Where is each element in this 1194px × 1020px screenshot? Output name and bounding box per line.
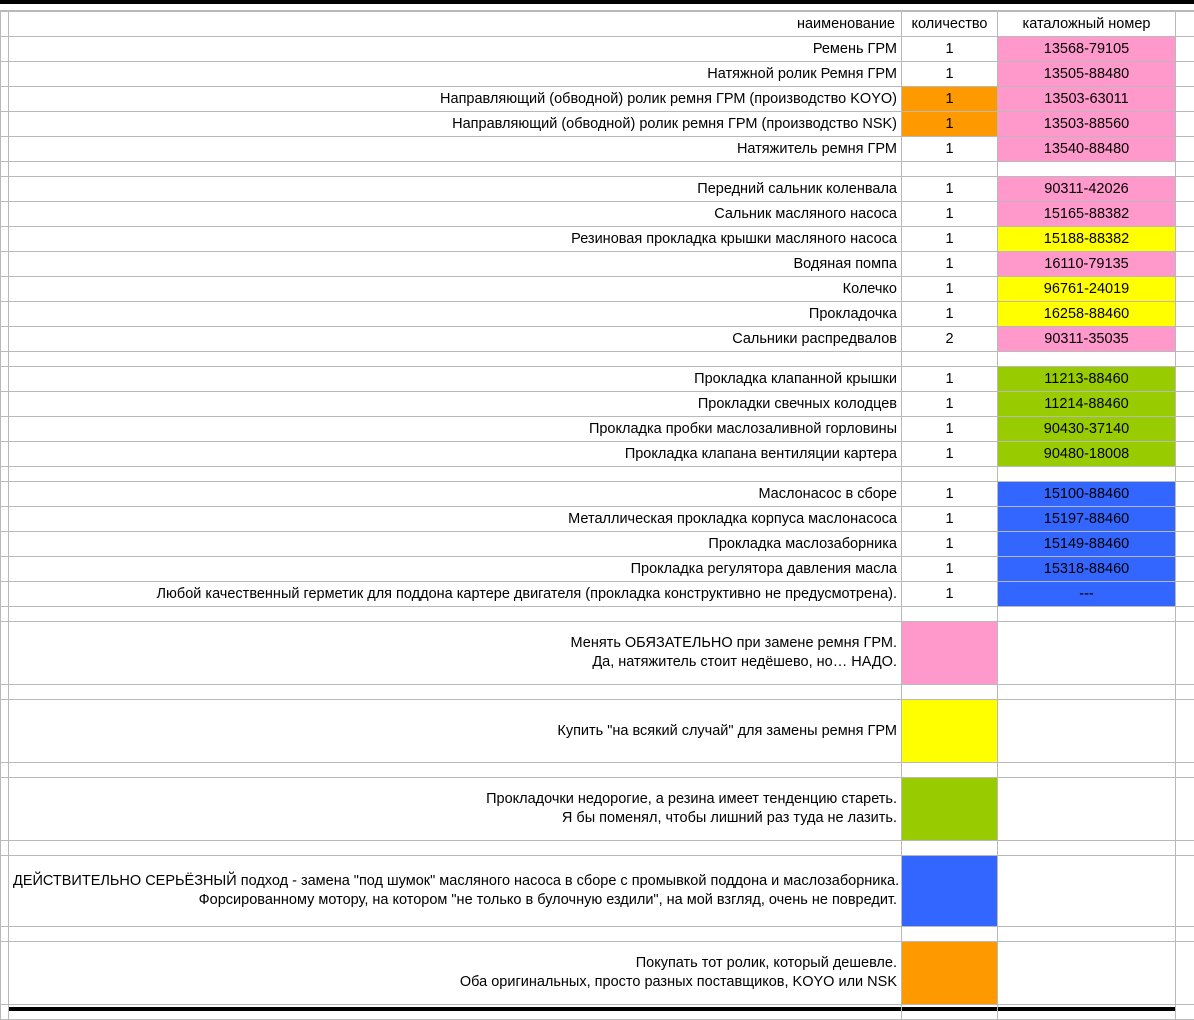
cell-qty[interactable]: 1 — [902, 137, 998, 162]
row-gutter-cell — [1, 442, 9, 467]
legend-line: Оба оригинальных, просто разных поставщиков, KOYO или NSK — [13, 973, 897, 992]
row-gutter-cell-right — [1176, 327, 1194, 352]
cell-qty[interactable]: 1 — [902, 37, 998, 62]
table-row — [1, 367, 1194, 392]
cell-name[interactable]: Металлическая прокладка корпуса маслонасоса — [9, 507, 902, 532]
legend-description[interactable] — [9, 700, 902, 763]
cell-qty[interactable]: 1 — [902, 442, 998, 467]
legend-line: Прокладочки недорогие, а резина имеет тенденцию стареть. — [13, 790, 897, 809]
row-gutter-cell — [1, 162, 9, 177]
row-gutter-cell-right — [1176, 532, 1194, 557]
row-gutter-cell — [1, 778, 9, 841]
cell-qty[interactable]: 1 — [902, 582, 998, 607]
row-gutter-cell — [1, 277, 9, 302]
row-gutter-cell — [1, 137, 9, 162]
row-gutter-cell-right — [1176, 507, 1194, 532]
cell-name[interactable]: Любой качественный герметик для поддона картере двигателя (прокладка конструктивно не предусмотрена). — [9, 582, 902, 607]
cell-part-number[interactable] — [998, 162, 1176, 177]
cell-name[interactable]: Прокладка маслозаборника — [9, 532, 902, 557]
row-gutter-cell — [1, 927, 9, 942]
legend-color-swatch — [902, 856, 998, 927]
cell-part-number[interactable]: 90430-37140 — [998, 417, 1176, 442]
table-row — [1, 532, 1194, 557]
table-row — [1, 277, 1194, 302]
row-gutter-cell — [1, 685, 9, 700]
column-header-qty[interactable]: количество — [902, 12, 998, 37]
cell-qty[interactable]: 1 — [902, 87, 998, 112]
cell-empty — [998, 763, 1176, 778]
legend-row — [1, 778, 1194, 841]
legend-line: Покупать тот ролик, который дешевле. — [13, 954, 897, 973]
parts-table — [0, 11, 1194, 1020]
cell-empty — [902, 607, 998, 622]
legend-color-swatch — [902, 700, 998, 763]
table-row — [1, 202, 1194, 227]
cell-empty — [902, 1005, 998, 1020]
table-row — [1, 252, 1194, 277]
cell-name[interactable]: Прокладка регулятора давления масла — [9, 557, 902, 582]
row-gutter-cell-right — [1176, 467, 1194, 482]
cell-empty — [998, 942, 1176, 1005]
row-gutter-cell-right — [1176, 763, 1194, 778]
cell-qty[interactable]: 1 — [902, 252, 998, 277]
cell-part-number[interactable] — [998, 352, 1176, 367]
row-gutter-cell-right — [1176, 927, 1194, 942]
row-gutter-cell — [1, 12, 9, 37]
cell-part-number[interactable]: 15318-88460 — [998, 557, 1176, 582]
legend-spacer-row — [1, 1005, 1194, 1020]
cell-part-number[interactable]: 15165-88382 — [998, 202, 1176, 227]
row-gutter-cell-right — [1176, 277, 1194, 302]
cell-name[interactable]: Натяжной ролик Ремня ГРМ — [9, 62, 902, 87]
cell-part-number[interactable]: 90311-35035 — [998, 327, 1176, 352]
legend-row — [1, 700, 1194, 763]
cell-name[interactable]: Водяная помпа — [9, 252, 902, 277]
sheet-top-strip — [0, 4, 1194, 11]
row-gutter-cell-right — [1176, 37, 1194, 62]
row-gutter-cell-right — [1176, 202, 1194, 227]
row-gutter-cell-right — [1176, 417, 1194, 442]
row-gutter-cell — [1, 763, 9, 778]
cell-qty[interactable]: 1 — [902, 62, 998, 87]
row-gutter-cell-right — [1176, 352, 1194, 367]
cell-name[interactable]: Маслонасос в сборе — [9, 482, 902, 507]
cell-empty — [902, 927, 998, 942]
row-gutter-cell — [1, 532, 9, 557]
cell-name[interactable] — [9, 162, 902, 177]
cell-name[interactable]: Прокладка пробки маслозаливной горловины — [9, 417, 902, 442]
row-gutter-cell — [1, 87, 9, 112]
row-gutter-cell — [1, 177, 9, 202]
legend-row — [1, 856, 1194, 927]
row-gutter-cell-right — [1176, 778, 1194, 841]
cell-empty — [9, 841, 902, 856]
row-gutter-cell — [1, 392, 9, 417]
table-row — [1, 582, 1194, 607]
row-gutter-cell-right — [1176, 62, 1194, 87]
cell-name[interactable]: Прокладочка — [9, 302, 902, 327]
legend-spacer-row — [1, 841, 1194, 856]
cell-qty[interactable]: 1 — [902, 532, 998, 557]
row-gutter-cell-right — [1176, 367, 1194, 392]
cell-name[interactable]: Прокладка клапанной крышки — [9, 367, 902, 392]
cell-name[interactable]: Передний сальник коленвала — [9, 177, 902, 202]
cell-part-number[interactable]: 13503-88560 — [998, 112, 1176, 137]
row-gutter-cell — [1, 622, 9, 685]
row-gutter-cell-right — [1176, 177, 1194, 202]
table-spacer-row — [1, 467, 1194, 482]
table-row — [1, 62, 1194, 87]
cell-part-number[interactable]: 11214-88460 — [998, 392, 1176, 417]
row-gutter-cell — [1, 302, 9, 327]
legend-line: Форсированному мотору, на котором "не только в булочную ездили", на мой взгляд, очень не повредит. — [13, 891, 897, 910]
row-gutter-cell-right — [1176, 942, 1194, 1005]
row-gutter-cell-right — [1176, 607, 1194, 622]
cell-empty — [9, 927, 902, 942]
table-row — [1, 507, 1194, 532]
row-gutter-cell-right — [1176, 557, 1194, 582]
table-row — [1, 227, 1194, 252]
legend-color-swatch — [902, 778, 998, 841]
cell-name[interactable]: Направляющий (обводной) ролик ремня ГРМ (производство KOYO) — [9, 87, 902, 112]
cell-qty[interactable]: 1 — [902, 227, 998, 252]
cell-part-number[interactable]: 15100-88460 — [998, 482, 1176, 507]
row-gutter-cell-right — [1176, 856, 1194, 927]
cell-qty[interactable]: 1 — [902, 112, 998, 137]
table-spacer-row — [1, 607, 1194, 622]
row-gutter-cell-right — [1176, 622, 1194, 685]
cell-qty[interactable]: 1 — [902, 392, 998, 417]
cell-empty — [998, 685, 1176, 700]
row-gutter-cell — [1, 327, 9, 352]
cell-qty[interactable]: 1 — [902, 177, 998, 202]
row-gutter-cell-right — [1176, 482, 1194, 507]
cell-part-number[interactable]: 16258-88460 — [998, 302, 1176, 327]
cell-empty — [902, 841, 998, 856]
cell-empty — [998, 927, 1176, 942]
cell-empty — [998, 856, 1176, 927]
row-gutter-cell — [1, 856, 9, 927]
row-gutter-cell-right — [1176, 1005, 1194, 1020]
cell-empty — [9, 685, 902, 700]
cell-part-number[interactable] — [998, 467, 1176, 482]
row-gutter-cell — [1, 367, 9, 392]
cell-part-number[interactable]: 13568-79105 — [998, 37, 1176, 62]
row-gutter-cell — [1, 482, 9, 507]
cell-qty[interactable]: 1 — [902, 482, 998, 507]
row-gutter-cell — [1, 37, 9, 62]
cell-name[interactable]: Направляющий (обводной) ролик ремня ГРМ (производство NSK) — [9, 112, 902, 137]
cell-empty — [998, 1005, 1176, 1020]
row-gutter-cell-right — [1176, 442, 1194, 467]
table-row — [1, 37, 1194, 62]
cell-part-number[interactable]: 13505-88480 — [998, 62, 1176, 87]
cell-name[interactable]: Сальники распредвалов — [9, 327, 902, 352]
table-row — [1, 137, 1194, 162]
cell-part-number[interactable]: 96761-24019 — [998, 277, 1176, 302]
row-gutter-cell-right — [1176, 87, 1194, 112]
legend-line: Я бы поменял, чтобы лишний раз туда не лазить. — [13, 809, 897, 828]
cell-part-number[interactable]: 15197-88460 — [998, 507, 1176, 532]
row-gutter-cell — [1, 467, 9, 482]
cell-qty[interactable]: 1 — [902, 367, 998, 392]
table-row — [1, 392, 1194, 417]
cell-qty[interactable] — [902, 352, 998, 367]
cell-empty — [9, 763, 902, 778]
cell-name[interactable]: Сальник масляного насоса — [9, 202, 902, 227]
legend-description[interactable] — [9, 622, 902, 685]
cell-name[interactable] — [9, 352, 902, 367]
cell-part-number[interactable]: 90480-18008 — [998, 442, 1176, 467]
row-gutter-cell-right — [1176, 582, 1194, 607]
cell-part-number[interactable]: 15188-88382 — [998, 227, 1176, 252]
legend-line: ДЕЙСТВИТЕЛЬНО СЕРЬЁЗНЫЙ подход - замена "под шумок" масляного насоса в сборе с промывкой поддона и маслозаборника. — [13, 872, 897, 891]
legend-description[interactable] — [9, 856, 902, 927]
row-gutter-cell-right — [1176, 392, 1194, 417]
row-gutter-cell-right — [1176, 252, 1194, 277]
cell-part-number[interactable]: 15149-88460 — [998, 532, 1176, 557]
row-gutter-cell — [1, 252, 9, 277]
cell-part-number[interactable]: --- — [998, 582, 1176, 607]
cell-qty[interactable]: 2 — [902, 327, 998, 352]
row-gutter-cell — [1, 507, 9, 532]
table-row — [1, 442, 1194, 467]
row-gutter-cell — [1, 417, 9, 442]
row-gutter-cell — [1, 112, 9, 137]
legend-spacer-row — [1, 927, 1194, 942]
cell-name[interactable]: Натяжитель ремня ГРМ — [9, 137, 902, 162]
cell-empty — [9, 607, 902, 622]
row-gutter-cell — [1, 227, 9, 252]
cell-name[interactable]: Ремень ГРМ — [9, 37, 902, 62]
legend-line: Да, натяжитель стоит недёшево, но… НАДО. — [13, 653, 897, 672]
cell-empty — [9, 1005, 902, 1020]
table-row — [1, 557, 1194, 582]
row-gutter-cell — [1, 942, 9, 1005]
row-gutter-cell-right — [1176, 685, 1194, 700]
cell-empty — [902, 685, 998, 700]
row-gutter-cell — [1, 607, 9, 622]
legend-color-swatch — [902, 622, 998, 685]
table-row — [1, 482, 1194, 507]
legend-row — [1, 622, 1194, 685]
legend-description[interactable] — [9, 778, 902, 841]
cell-qty[interactable]: 1 — [902, 557, 998, 582]
row-gutter-cell — [1, 1005, 9, 1020]
cell-part-number[interactable]: 13540-88480 — [998, 137, 1176, 162]
legend-row — [1, 942, 1194, 1005]
row-gutter-cell — [1, 352, 9, 367]
cell-qty[interactable]: 1 — [902, 507, 998, 532]
cell-name[interactable]: Колечко — [9, 277, 902, 302]
cell-qty[interactable] — [902, 162, 998, 177]
table-spacer-row — [1, 162, 1194, 177]
row-gutter-cell — [1, 557, 9, 582]
cell-part-number[interactable]: 13503-63011 — [998, 87, 1176, 112]
cell-part-number[interactable]: 90311-42026 — [998, 177, 1176, 202]
cell-name[interactable] — [9, 467, 902, 482]
cell-name[interactable]: Прокладка клапана вентиляции картера — [9, 442, 902, 467]
column-header-part[interactable]: каталожный номер — [998, 12, 1176, 37]
cell-empty — [998, 700, 1176, 763]
cell-qty[interactable]: 1 — [902, 417, 998, 442]
cell-empty — [902, 763, 998, 778]
row-gutter-cell-right — [1176, 162, 1194, 177]
row-gutter-cell — [1, 582, 9, 607]
row-gutter-cell — [1, 62, 9, 87]
cell-name[interactable]: Резиновая прокладка крышки масляного насоса — [9, 227, 902, 252]
legend-description[interactable] — [9, 942, 902, 1005]
row-gutter-cell-right — [1176, 227, 1194, 252]
cell-empty — [998, 778, 1176, 841]
column-header-name[interactable]: наименование — [9, 12, 902, 37]
legend-spacer-row — [1, 685, 1194, 700]
table-row — [1, 177, 1194, 202]
row-gutter-cell-right — [1176, 137, 1194, 162]
cell-part-number[interactable]: 11213-88460 — [998, 367, 1176, 392]
row-gutter-cell-right — [1176, 12, 1194, 37]
table-row — [1, 302, 1194, 327]
cell-part-number[interactable]: 16110-79135 — [998, 252, 1176, 277]
cell-empty — [998, 841, 1176, 856]
cell-empty — [998, 622, 1176, 685]
cell-qty[interactable] — [902, 467, 998, 482]
row-gutter-cell-right — [1176, 841, 1194, 856]
cell-qty[interactable]: 1 — [902, 277, 998, 302]
row-gutter-cell-right — [1176, 112, 1194, 137]
row-gutter-cell-right — [1176, 700, 1194, 763]
legend-line: Купить "на всякий случай" для замены ремня ГРМ — [13, 722, 897, 741]
cell-qty[interactable]: 1 — [902, 202, 998, 227]
table-row — [1, 87, 1194, 112]
table-row — [1, 327, 1194, 352]
row-gutter-cell — [1, 841, 9, 856]
table-row — [1, 417, 1194, 442]
row-gutter-cell — [1, 700, 9, 763]
legend-color-swatch — [902, 942, 998, 1005]
cell-qty[interactable]: 1 — [902, 302, 998, 327]
cell-empty — [998, 607, 1176, 622]
row-gutter-cell-right — [1176, 302, 1194, 327]
cell-name[interactable]: Прокладки свечных колодцев — [9, 392, 902, 417]
row-gutter-cell — [1, 202, 9, 227]
table-row — [1, 112, 1194, 137]
table-header-row — [1, 12, 1194, 37]
legend-line: Менять ОБЯЗАТЕЛЬНО при замене ремня ГРМ. — [13, 634, 897, 653]
legend-spacer-row — [1, 763, 1194, 778]
table-spacer-row — [1, 352, 1194, 367]
